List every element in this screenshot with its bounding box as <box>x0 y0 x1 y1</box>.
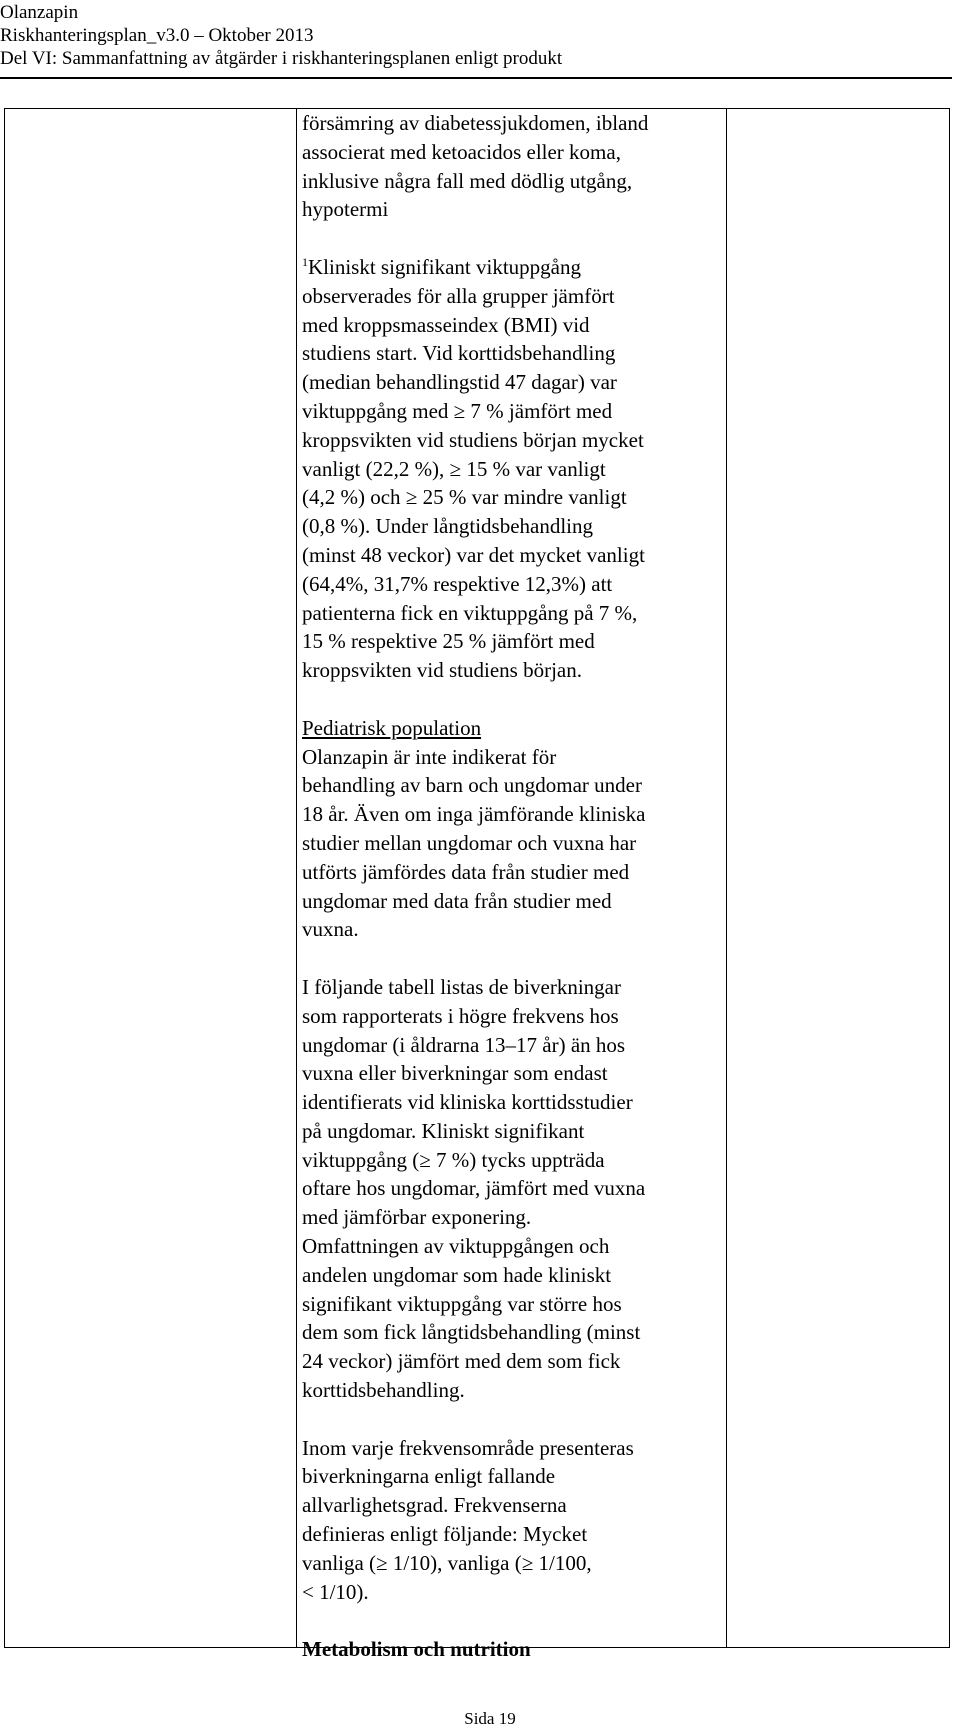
text-line: oftare hos ungdomar, jämfört med vuxna <box>302 1176 646 1201</box>
text-line: < 1/10). <box>302 1579 369 1604</box>
paragraph-diabetes <box>302 109 718 224</box>
text-line: (4,2 %) och ≥ 25 % var mindre vanligt <box>302 485 627 510</box>
text-line: andelen ungdomar som hade kliniskt <box>302 1262 612 1287</box>
text-line: kroppsvikten vid studiens början. <box>302 658 582 683</box>
text-line: korttidsbehandling. <box>302 1378 465 1403</box>
text-line: 18 år. Även om inga jämförande kliniska <box>302 802 646 827</box>
text-line: på ungdomar. Kliniskt signifikant <box>302 1118 585 1143</box>
section-heading-metabolism <box>302 1635 718 1664</box>
text-line: Inom varje frekvensområde presenteras <box>302 1435 634 1460</box>
text-line: vuxna eller biverkningar som endast <box>302 1061 608 1086</box>
text-line: signifikant viktuppgång var större hos <box>302 1291 622 1316</box>
text-line: vuxna. <box>302 917 359 942</box>
footnote-marker: 1 <box>302 254 308 269</box>
text-line: försämring av diabetessjukdomen, ibland <box>302 111 649 135</box>
header-section-title: Del VI: Sammanfattning av åtgärder i riskhanteringsplanen enligt produkt <box>0 48 563 69</box>
table-column-divider-right <box>726 109 727 1647</box>
text-line: Kliniskt signifikant viktuppgång <box>308 254 581 279</box>
header-document-version: Riskhanteringsplan_v3.0 – Oktober 2013 <box>0 25 314 46</box>
text-line: patienterna fick en viktuppgång på 7 %, <box>302 600 638 625</box>
text-line: med jämförbar exponering. <box>302 1205 532 1230</box>
page-number: Sida 19 <box>464 1709 516 1728</box>
paragraph-adolescent-table-intro <box>302 973 718 1405</box>
pediatric-population-heading: Pediatrisk population <box>302 715 482 740</box>
text-line: med kroppsmasseindex (BMI) vid <box>302 312 590 337</box>
text-line: definieras enligt följande: Mycket <box>302 1522 588 1547</box>
paragraph-pediatric <box>302 714 718 944</box>
text-line: som rapporterats i högre frekvens hos <box>302 1003 619 1028</box>
page-footer <box>0 1709 960 1729</box>
table-middle-cell <box>302 109 718 1664</box>
text-line: utförts jämfördes data från studier med <box>302 859 630 884</box>
text-line: I följande tabell listas de biverkningar <box>302 974 621 999</box>
paragraph-frequency-definitions <box>302 1434 718 1607</box>
text-line: vanliga (≥ 1/10), vanliga (≥ 1/100, <box>302 1550 592 1575</box>
text-line: dem som fick långtidsbehandling (minst <box>302 1320 641 1345</box>
document-header <box>0 0 952 70</box>
text-line: (64,4%, 31,7% respektive 12,3%) att <box>302 571 613 596</box>
text-line: biverkningarna enligt fallande <box>302 1464 556 1489</box>
text-line: hypotermi <box>302 197 389 222</box>
text-line: allvarlighetsgrad. Frekvenserna <box>302 1493 567 1518</box>
text-line: ungdomar med data från studier med <box>302 888 612 913</box>
text-line: studiens start. Vid korttidsbehandling <box>302 341 616 366</box>
paragraph-weight-gain <box>302 253 718 685</box>
text-line: inklusive några fall med dödlig utgång, <box>302 168 633 193</box>
text-line: associerat med ketoacidos eller koma, <box>302 139 621 164</box>
text-line: 15 % respektive 25 % jämfört med <box>302 629 595 654</box>
text-line: (median behandlingstid 47 dagar) var <box>302 370 617 395</box>
text-line: studier mellan ungdomar och vuxna har <box>302 830 637 855</box>
text-line: ungdomar (i åldrarna 13–17 år) än hos <box>302 1032 626 1057</box>
text-line: vanligt (22,2 %), ≥ 15 % var vanligt <box>302 456 606 481</box>
text-line: (minst 48 veckor) var det mycket vanligt <box>302 542 645 567</box>
text-line: Omfattningen av viktuppgången och <box>302 1234 610 1259</box>
table-column-divider-left <box>296 109 297 1647</box>
text-line: Olanzapin är inte indikerat för <box>302 744 557 769</box>
text-line: observerades för alla grupper jämfört <box>302 283 615 308</box>
text-line: behandling av barn och ungdomar under <box>302 773 642 798</box>
text-line: 24 veckor) jämfört med dem som fick <box>302 1349 621 1374</box>
text-line: viktuppgång (≥ 7 %) tycks uppträda <box>302 1147 605 1172</box>
header-rule <box>0 77 952 79</box>
text-line: kroppsvikten vid studiens början mycket <box>302 427 644 452</box>
text-line: identifierats vid kliniska korttidsstudier <box>302 1090 633 1115</box>
text-line: viktuppgång med ≥ 7 % jämfört med <box>302 398 613 423</box>
header-product-name: Olanzapin <box>0 2 79 23</box>
metabolism-nutrition-heading: Metabolism och nutrition <box>302 1637 531 1662</box>
text-line: (0,8 %). Under långtidsbehandling <box>302 514 594 539</box>
